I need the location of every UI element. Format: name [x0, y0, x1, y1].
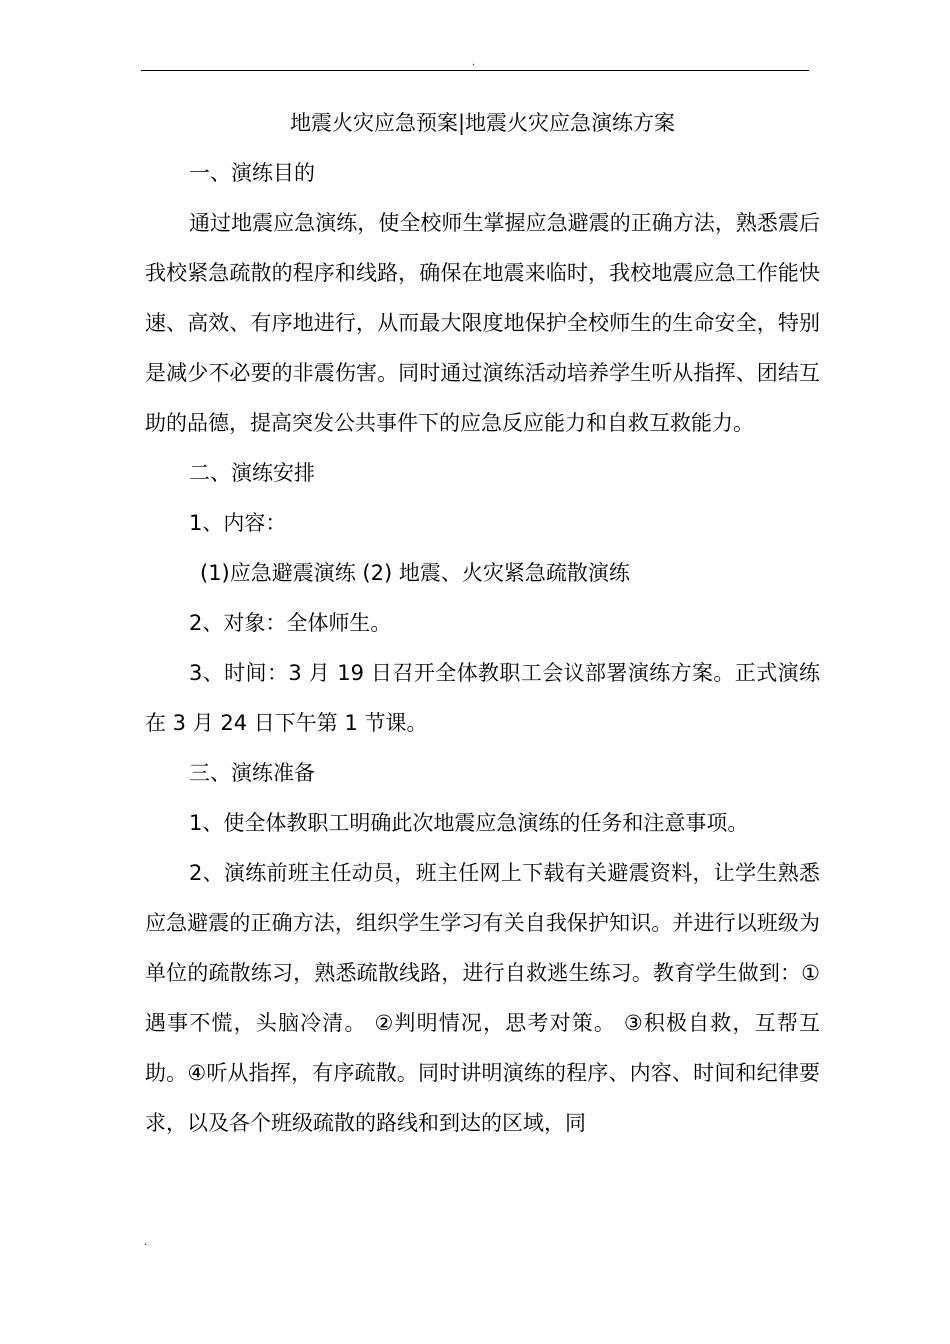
document-body	[145, 98, 820, 1148]
paragraph-prep-1: 1、使全体教职工明确此次地震应急演练的任务和注意事项。	[189, 811, 749, 835]
paragraph-purpose: 通过地震应急演练，使全校师生掌握应急避震的正确方法，熟悉震后我校紧急疏散的程序和线路，确保在地震来临时，我校地震应急工作能快速、高效、有序地进行，从而最大限度地保护全校师生的生命安全，特别是减少不必要的非震伤害。同时通过演练活动培养学生听从指挥、团结互助的品德，提高突发公共事件下的应急反应能力和自救互救能力。	[145, 211, 820, 435]
footer-dot: .	[144, 1237, 148, 1248]
item-target: 2、对象：全体师生。	[189, 611, 392, 635]
item-time: 3、时间：3 月 19 日召开全体教职工会议部署演练方案。正式演练在 3 月 24 日下午第 1 节课。	[145, 661, 820, 735]
item-content-label: 1、内容：	[189, 511, 287, 535]
header-dot: .	[472, 57, 476, 68]
paragraph-prep-2: 2、演练前班主任动员，班主任网上下载有关避震资料，让学生熟悉应急避震的正确方法，组织学生学习有关自我保护知识。并进行以班级为单位的疏散练习，熟悉疏散线路，进行自救逃生练习。教育学生做到：①遇事不慌，头脑冷清。 ②判明情况，思考对策。 ③积极自救，互帮互助。④听从指挥，有序疏散。同时讲明演练的程序、内容、时间和纪律要求，以及各个班级疏散的路线和到达的区域，同	[145, 861, 820, 1135]
document-title: 地震火灾应急预案|地震火灾应急演练方案	[289, 111, 676, 135]
section-heading-purpose: 一、演练目的	[189, 161, 315, 185]
section-heading-preparation: 三、演练准备	[189, 761, 315, 785]
item-content-detail: (1)应急避震演练 (2) 地震、火灾紧急疏散演练	[200, 561, 630, 585]
header-rule	[141, 70, 809, 71]
section-heading-arrangement: 二、演练安排	[189, 461, 315, 485]
